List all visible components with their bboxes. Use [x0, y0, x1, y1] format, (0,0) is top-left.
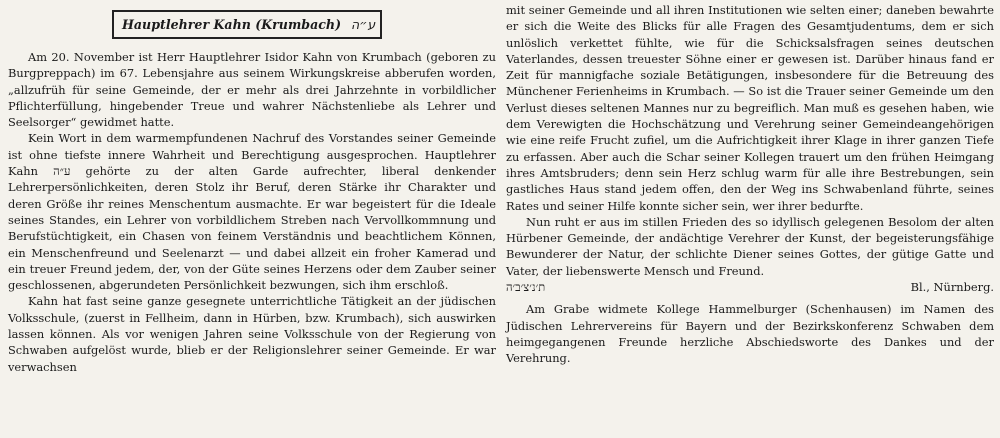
paragraph-3: Kahn hat fast seine ganze gesegnete unterrichtliche Tätigkeit an der jüdischen Volksschule, (zuerst in Fellheim, dann in Hürben, bzw. Krumbach), sich auswirken lassen können. Als vor wenigen Jahren seine Volksschule von der Regierung von Schwaben aufgelöst wurde, blieb er der Religionslehrer seiner Gemeinde. Er war verwachsen	[8, 294, 496, 374]
signature-author: Bl., Nürnberg.	[910, 280, 994, 295]
paragraph-1: Am 20. November ist Herr Hauptlehrer Isidor Kahn von Krumbach (geboren zu Burgpreppach) im 67. Lebensjahre aus seinem Wirkungskreise abberufen worden, „allzufrüh für seine Gemeinde, der er mehr als drei Jahrzehnte in vorbildlicher Pflichterfüllung, hingebender Treue und wahrer Nächstenliebe als Lehrer und Seelsorger“ gewidmet hatte.	[8, 50, 496, 130]
column-left	[8, 2, 496, 438]
article-title-hebrew: ע״ה	[351, 17, 376, 32]
article-title: Hauptlehrer Kahn (Krumbach)	[122, 17, 342, 32]
article-columns	[8, 2, 994, 438]
column-right	[506, 2, 994, 438]
paragraph-6: Am Grabe widmete Kollege Hammelburger (Schenhausen) im Namen des Jüdischen Lehrervereins für Bayern und der Bezirkskonferenz Schwaben dem heimgegangenen Freunde herzliche Abschiedsworte des Dankes und der Verehrung.	[506, 302, 994, 366]
article-title-box	[112, 10, 382, 39]
paragraph-4: mit seiner Gemeinde und all ihren Institutionen wie selten einer; daneben bewahrte er sich die Weite des Blicks für alle Fragen des Gesamtjudentums, dem er sich unlöslich verkettet fühlte, wie für die Schicksalsfragen seines deutschen Vaterlandes, dessen treuester Söhne einer er gewesen ist. Darüber hinaus fand er Zeit für mannigfache soziale Betätigungen, insbesondere für die Betreuung des Münchener Ferienheims in Krumbach. — So ist die Trauer seiner Gemeinde um den Verlust dieses seltenen Mannes nur zu begreiflich. Man muß es gesehen haben, wie dem Verewigten die Hochschätzung und Verehrung seiner Gemeindeangehörigen wie eine reife Frucht zufiel, um die Aufrichtigkeit ihrer Klage in ihrer ganzen Tiefe zu erfassen. Aber auch die Schar seiner Kollegen trauert um den frühen Heimgang ihres Amtsbruders; denn sein Herz schlug warm für alle ihre Bestrebungen, sein gastliches Haus stand jedem offen, den der Weg ins Schwabenland führte, seines Rates und seiner Hilfe konnte sicher sein, wer ihrer bedurfte.	[506, 3, 994, 213]
paragraph-2: Kein Wort in dem warmempfundenen Nachruf des Vorstandes seiner Gemeinde ist ohne tiefste innere Wahrheit und Berechtigung ausgesprochen. Hauptlehrer Kahn ע״ה gehörte zu der alten Garde aufrechter, liberal denkender Lehrerpersönlichkeiten, deren Stolz ihr Beruf, deren Stärke ihr Charakter und deren Größe ihr reines Menschentum ausmachte. Er war begeistert für die Ideale seines Standes, ein Lehrer von vorbildlichem Streben nach Vervollkommnung und Berufstüchtigkeit, ein Chasen von feinem Verständnis und beachtlichem Können, ein Menschenfreund und Seelenarzt — und dabei allzeit ein froher Kamerad und ein treuer Freund jedem, der, von der Güte seines Herzens oder dem Zauber seiner geschlossenen, abgerundeten Persönlichkeit bezwungen, sich ihm erschloß.	[8, 131, 496, 293]
signature-line	[506, 279, 994, 295]
signature-hebrew: ת׳נ׳צ׳ב׳ה	[506, 280, 546, 295]
paragraph-5: Nun ruht er aus im stillen Frieden des so idyllisch gelegenen Besolom der alten Hürbener Gemeinde, der andächtige Verehrer der Kunst, der begeisterungsfähige Bewunderer der Natur, der schlichte Diener seines Gottes, der gütige Gatte und Vater, der liebenswerte Mensch und Freund.	[506, 214, 994, 278]
